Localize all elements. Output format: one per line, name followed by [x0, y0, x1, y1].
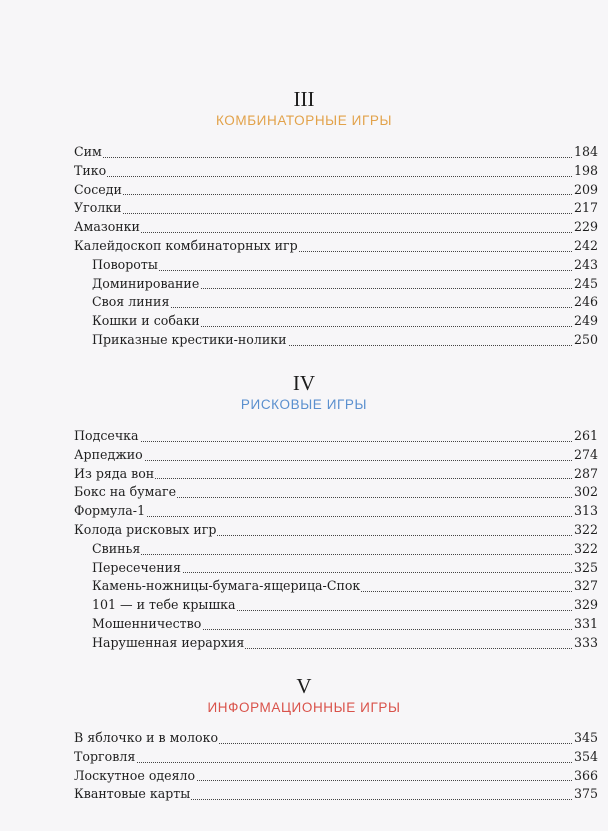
dot-leader: [74, 194, 598, 195]
section-heading: КОМБИНАТОРНЫЕ ИГРЫ: [215, 113, 393, 128]
toc-entry[interactable]: [74, 729, 598, 748]
toc-entry-page: 302: [573, 483, 598, 502]
toc-entry[interactable]: [74, 634, 598, 653]
toc-entry-page: 217: [573, 199, 598, 218]
toc-entry-page: 245: [573, 275, 598, 294]
toc-entry[interactable]: [74, 785, 598, 804]
toc-entry[interactable]: [74, 218, 598, 237]
toc-entry-title: Колода рисковых игр: [74, 521, 217, 537]
toc-entry-title: Арпеджио: [74, 446, 143, 462]
toc-entry[interactable]: [74, 577, 598, 596]
toc-entry-page: 322: [573, 540, 598, 559]
toc-entry[interactable]: [74, 293, 598, 312]
dot-leader: [74, 516, 598, 517]
toc-entry-title: Соседи: [74, 181, 122, 197]
toc-entry[interactable]: [74, 767, 598, 786]
dot-leader: [74, 460, 598, 461]
toc-entry-title: Лоскутное одеяло: [74, 767, 196, 783]
toc-entry-title: В яблочко и в молоко: [74, 730, 219, 745]
toc-entry[interactable]: [74, 199, 598, 218]
toc-entry-title: Пересечения: [74, 560, 182, 575]
toc-entry[interactable]: [74, 521, 598, 540]
toc-entry-title: Сим: [74, 144, 102, 159]
toc-entry-title: Торговля: [74, 748, 136, 764]
toc-entry-page: 250: [573, 331, 598, 350]
toc-entry-page: 287: [573, 465, 598, 484]
toc-entry[interactable]: [74, 465, 598, 484]
section-iii-header: [0, 88, 608, 130]
dot-leader: [74, 554, 598, 555]
toc-entry-page: 325: [573, 559, 598, 578]
section-heading: ИНФОРМАЦИОННЫЕ ИГРЫ: [207, 700, 401, 715]
toc-entry-title: Кошки и собаки: [74, 313, 201, 328]
toc-entry[interactable]: [74, 331, 598, 350]
toc-entry[interactable]: [74, 615, 598, 634]
toc-entry-page: 209: [573, 181, 598, 200]
toc-entry-title: Подсечка: [74, 428, 139, 443]
toc-entry-page: 274: [573, 446, 598, 465]
dot-leader: [74, 157, 598, 158]
toc-entry[interactable]: [74, 502, 598, 521]
toc-entry-page: 184: [573, 143, 598, 162]
toc-entry-title: Уголки: [74, 200, 122, 216]
dot-leader: [74, 213, 598, 214]
section-iv-header: [0, 372, 608, 414]
toc-entry-page: 198: [573, 162, 598, 181]
section-heading: РИСКОВЫЕ ИГРЫ: [240, 397, 368, 412]
toc-entry-title: Приказные крестики-нолики: [74, 332, 288, 347]
toc-entry-page: 331: [573, 615, 598, 634]
toc-entry-title: Своя линия: [74, 294, 170, 309]
dot-leader: [74, 762, 598, 763]
toc-entry-page: 246: [573, 293, 598, 312]
toc-entry[interactable]: [74, 162, 598, 181]
toc-entry[interactable]: [74, 256, 598, 275]
dot-leader: [74, 441, 598, 442]
toc-entry[interactable]: [74, 596, 598, 615]
toc-entry-page: 249: [573, 312, 598, 331]
toc-entry-title: 101 — и тебе крышка: [74, 597, 237, 612]
toc-entry[interactable]: [74, 483, 598, 502]
toc-entry-title: Из ряда вон: [74, 465, 155, 481]
toc-entry-title: Мошенничество: [74, 616, 202, 631]
toc-list-iv: [74, 427, 598, 653]
dot-leader: [74, 232, 598, 233]
toc-entry-page: 261: [573, 427, 598, 446]
toc-entry-page: 333: [573, 634, 598, 653]
toc-list-v: [74, 729, 598, 804]
toc-entry[interactable]: [74, 748, 598, 767]
toc-entry[interactable]: [74, 559, 598, 578]
toc-entry-title: Амазонки: [74, 219, 140, 235]
toc-entry-page: 345: [573, 729, 598, 748]
dot-leader: [74, 176, 598, 177]
section-v-header: [0, 675, 608, 717]
toc-entry-page: 329: [573, 596, 598, 615]
toc-entry-page: 229: [573, 218, 598, 237]
toc-entry-title: Доминирование: [74, 276, 200, 291]
toc-entry-page: 242: [573, 237, 598, 256]
toc-entry[interactable]: [74, 446, 598, 465]
toc-entry-title: Нарушенная иерархия: [74, 635, 245, 650]
toc-entry-page: 354: [573, 748, 598, 767]
toc-entry-page: 375: [573, 785, 598, 804]
toc-entry[interactable]: [74, 143, 598, 162]
toc-entry-title: Тико: [74, 162, 107, 178]
toc-entry[interactable]: [74, 181, 598, 200]
toc-entry-title: Калейдоскоп комбинаторных игр: [74, 237, 298, 253]
toc-list-iii: [74, 143, 598, 350]
toc-entry-title: Формула-1: [74, 503, 146, 519]
section-numeral: V: [296, 674, 312, 698]
toc-entry[interactable]: [74, 237, 598, 256]
toc-entry-page: 313: [573, 502, 598, 521]
section-numeral: IV: [292, 371, 316, 395]
toc-entry-page: 366: [573, 767, 598, 786]
toc-entry[interactable]: [74, 312, 598, 331]
toc-entry-title: Квантовые карты: [74, 786, 191, 802]
toc-entry-title: Камень-ножницы-бумага-ящерица-Спок: [74, 578, 361, 593]
toc-entry-title: Повороты: [74, 257, 159, 272]
toc-entry-page: 322: [573, 521, 598, 540]
toc-entry-title: Бокс на бумаге: [74, 484, 177, 500]
section-numeral: III: [293, 87, 315, 111]
toc-entry[interactable]: [74, 427, 598, 446]
toc-entry-title: Свинья: [74, 541, 141, 556]
toc-entry[interactable]: [74, 275, 598, 294]
toc-entry-page: 243: [573, 256, 598, 275]
toc-entry-page: 327: [573, 577, 598, 596]
toc-entry[interactable]: [74, 540, 598, 559]
